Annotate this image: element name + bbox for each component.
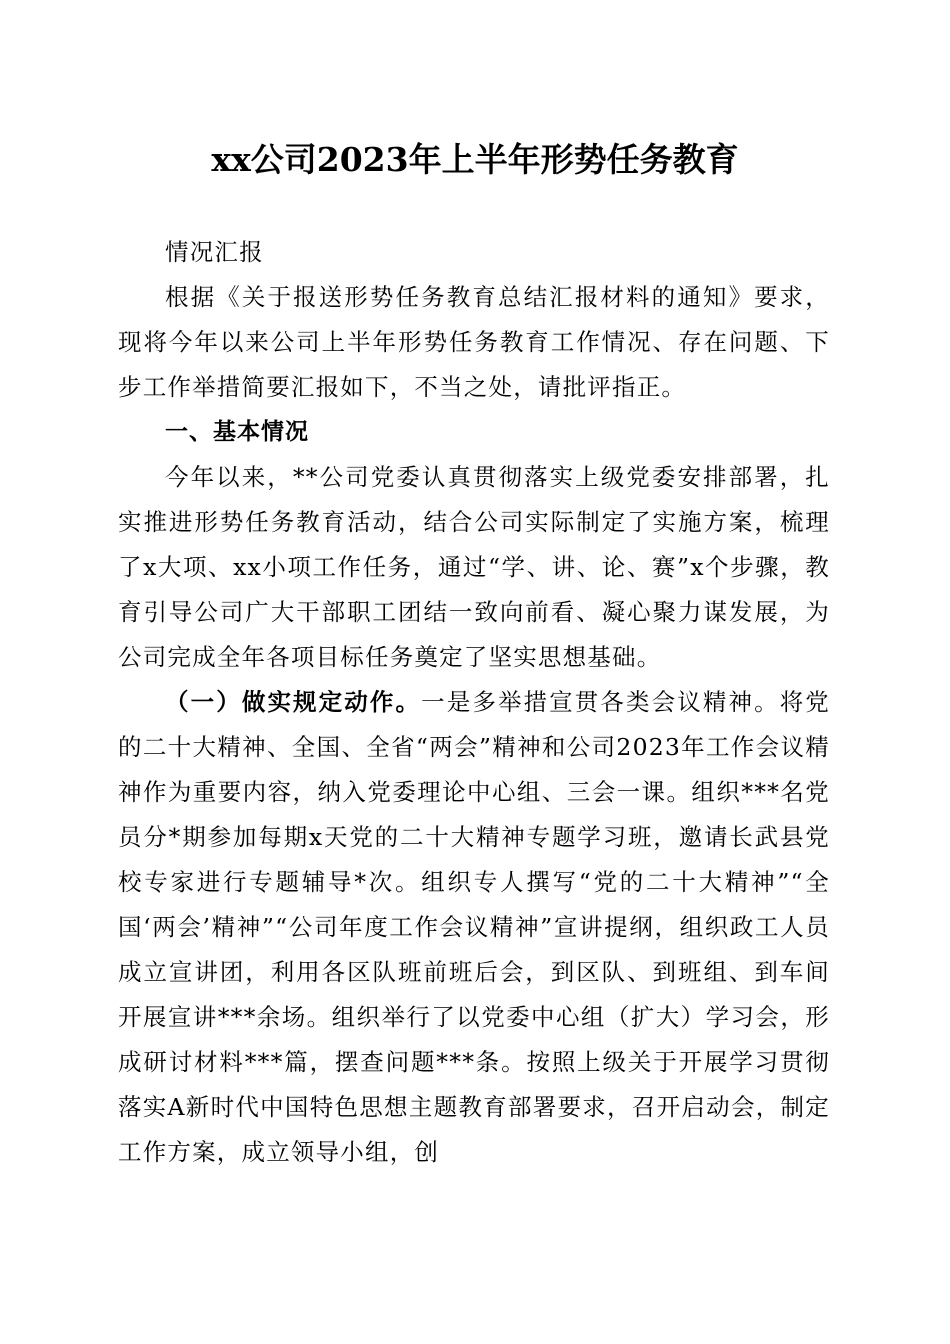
document-title: xx公司2023年上半年形势任务教育 [211, 140, 739, 179]
subsection-text: 一是多举措宣贯各类会议精神。将党的二十大精神、全国、全省“两会”精神和公司2023年工作会议精神作为重要内容，纳入党委理论中心组、三会一课。组织***名党员分*期参加每期x天党的二十大精神专题学习班，邀请长武县党校专家进行专题辅导*次。组织专人撰写“党的二十大精神”“全国‘两会’精神”“公司年度工作会议精神”宣讲提纲，组织政工人员成立宣讲团，利用各区队班前班后会，到区队、到班组、到车间开展宣讲***余场。组织举行了以党委中心组（扩大）学习会，形成研讨材料***篇，摆查问题***条。按照上级关于开展学习贯彻落实A新时代中国特色思想主题教育部署要求，召开启动会，制定工作方案，成立领导小组，创 [118, 688, 831, 1166]
subtitle-line: 情况汇报 [165, 238, 264, 266]
section-heading-basic-situation: 一、基本情况 [165, 419, 309, 445]
document-body [118, 230, 830, 1175]
intro-paragraph: 根据《关于报送形势任务教育总结汇报材料的通知》要求，现将今年以来公司上半年形势任务教育工作情况、存在问题、下步工作举措简要汇报如下，不当之处，请批评指正。 [118, 283, 830, 401]
subsection-paragraph [118, 680, 830, 1175]
section-paragraph: 今年以来，**公司党委认真贯彻落实上级党委安排部署，扎实推进形势任务教育活动，结合公司实际制定了实施方案，梳理了x大项、xx小项工作任务，通过“学、讲、论、赛”x个步骤，教育引导公司广大干部职工团结一致向前看、凝心聚力谋发展，为公司完成全年各项目标任务奠定了坚实思想基础。 [118, 463, 830, 671]
subsection-label: （一）做实规定动作。 [165, 688, 422, 716]
